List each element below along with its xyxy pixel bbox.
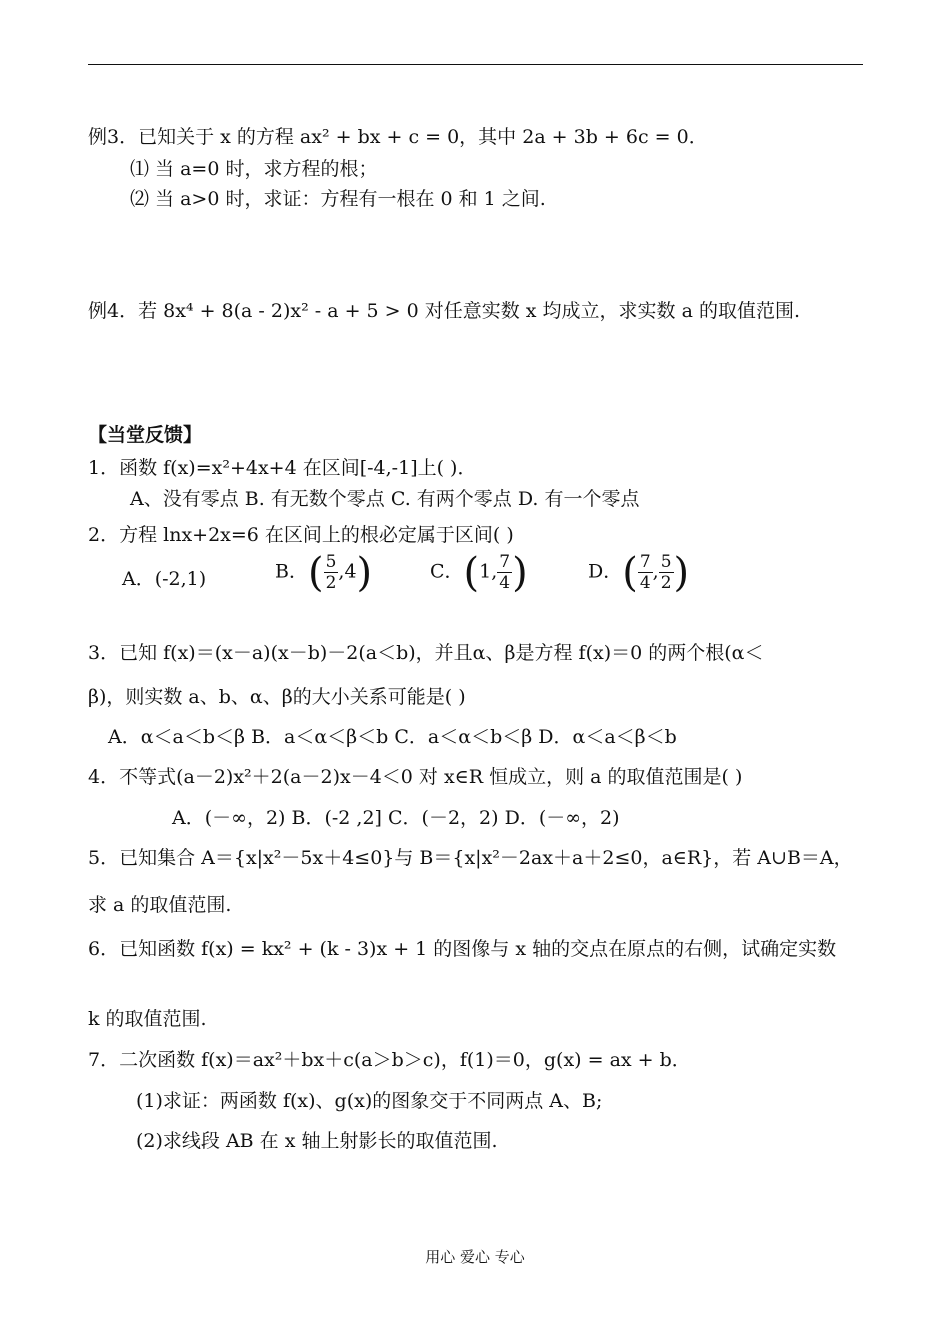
left-paren: ( xyxy=(622,549,638,596)
question-4-stem: 4．不等式(a－2)x²＋2(a－2)x－4＜0 对 x∈R 恒成立，则 a 的取值范围是( ) xyxy=(88,766,743,788)
question-1-stem: 1．函数 f(x)=x²+4x+4 在区间[-4,-1]上( )． xyxy=(88,457,477,479)
feedback-heading: 【当堂反馈】 xyxy=(88,424,203,446)
numerator: 7 xyxy=(499,552,511,572)
fraction xyxy=(638,552,653,593)
denominator: 2 xyxy=(660,573,672,593)
left-paren: ( xyxy=(463,549,480,596)
question-2-option-c: C．(1, $\frac{7}{4}$ ) xyxy=(430,549,528,596)
numerator: 5 xyxy=(660,552,672,572)
denominator: 4 xyxy=(499,573,511,593)
value: 1 xyxy=(479,560,492,583)
example-3-statement: 例3．已知关于 x 的方程 ax² + bx + c = 0，其中 2a + 3b + 6c = 0． xyxy=(88,126,708,148)
question-5-line-2: 求 a 的取值范围. xyxy=(88,894,232,916)
question-3-line-1: 3．已知 f(x)＝(x－a)(x－b)－2(a＜b)，并且α、β是方程 f(x)＝0 的两个根(α＜ xyxy=(88,642,764,664)
left-paren: ( xyxy=(307,549,324,596)
example-4-statement: 例4．若 8x⁴ + 8(a - 2)x² - a + 5 > 0 对任意实数 x 均成立，求实数 a 的取值范围. xyxy=(88,300,800,322)
question-7-line-1: 7．二次函数 f(x)＝ax²＋bx＋c(a＞b＞c)，f(1)＝0，g(x) = ax + b． xyxy=(88,1049,691,1071)
right-paren: ) xyxy=(673,549,690,596)
question-6-line-1: 6．已知函数 f(x) = kx² + (k - 3)x + 1 的图像与 x 轴的交点在原点的右侧，试确定实数 xyxy=(88,938,837,960)
page-footer: 用心 爱心 专心 xyxy=(425,1248,525,1266)
question-2-option-a: A．(-2,1) xyxy=(122,568,207,590)
fraction xyxy=(324,552,339,593)
option-d-label: D． xyxy=(588,560,623,583)
option-c-label: C． xyxy=(430,560,464,583)
question-3-options: A．α＜a＜b＜β B．a＜α＜β＜b C．a＜α＜b＜β D．α＜a＜β＜b xyxy=(108,726,677,748)
right-paren: ) xyxy=(512,549,528,596)
example-3-part-1: ⑴ 当 a=0 时，求方程的根； xyxy=(130,158,378,180)
numerator: 5 xyxy=(325,552,337,572)
header-rule xyxy=(88,64,863,65)
question-4-options: A．(－∞，2) B．(-2 ,2] C．(－2，2) D．(－∞，2) xyxy=(172,807,620,829)
right-paren: ) xyxy=(356,549,373,596)
question-7-part-1: (1)求证：两函数 f(x)、g(x)的图象交于不同两点 A、B; xyxy=(136,1090,603,1112)
fraction xyxy=(497,552,512,593)
example-3-part-2: ⑵ 当 a>0 时，求证：方程有一根在 0 和 1 之间. xyxy=(130,188,546,210)
question-2-option-d: D．( $\frac{7}{4}$ , $\frac{5}{2}$ ) xyxy=(588,549,690,596)
question-2-stem: 2．方程 lnx+2x=6 在区间上的根必定属于区间( ) xyxy=(88,524,514,546)
question-2-option-b: B．( $\frac{5}{2}$ ,4) xyxy=(275,549,373,596)
question-5-line-1: 5．已知集合 A＝{x|x²－5x＋4≤0}与 B＝{x|x²－2ax＋a＋2≤0，a∈R}，若 A∪B＝A， xyxy=(88,847,853,869)
value: 4 xyxy=(344,560,357,583)
fraction xyxy=(659,552,674,593)
denominator: 4 xyxy=(639,573,651,593)
question-3-line-2: β)，则实数 a、b、α、β的大小关系可能是( ) xyxy=(88,686,466,708)
question-1-options: A、没有零点 B. 有无数个零点 C. 有两个零点 D. 有一个零点 xyxy=(130,488,640,510)
numerator: 7 xyxy=(639,552,651,572)
question-6-line-2: k 的取值范围. xyxy=(88,1008,207,1030)
question-7-part-2: (2)求线段 AB 在 x 轴上射影长的取值范围. xyxy=(136,1130,498,1152)
denominator: 2 xyxy=(325,573,337,593)
option-b-label: B． xyxy=(275,560,308,583)
